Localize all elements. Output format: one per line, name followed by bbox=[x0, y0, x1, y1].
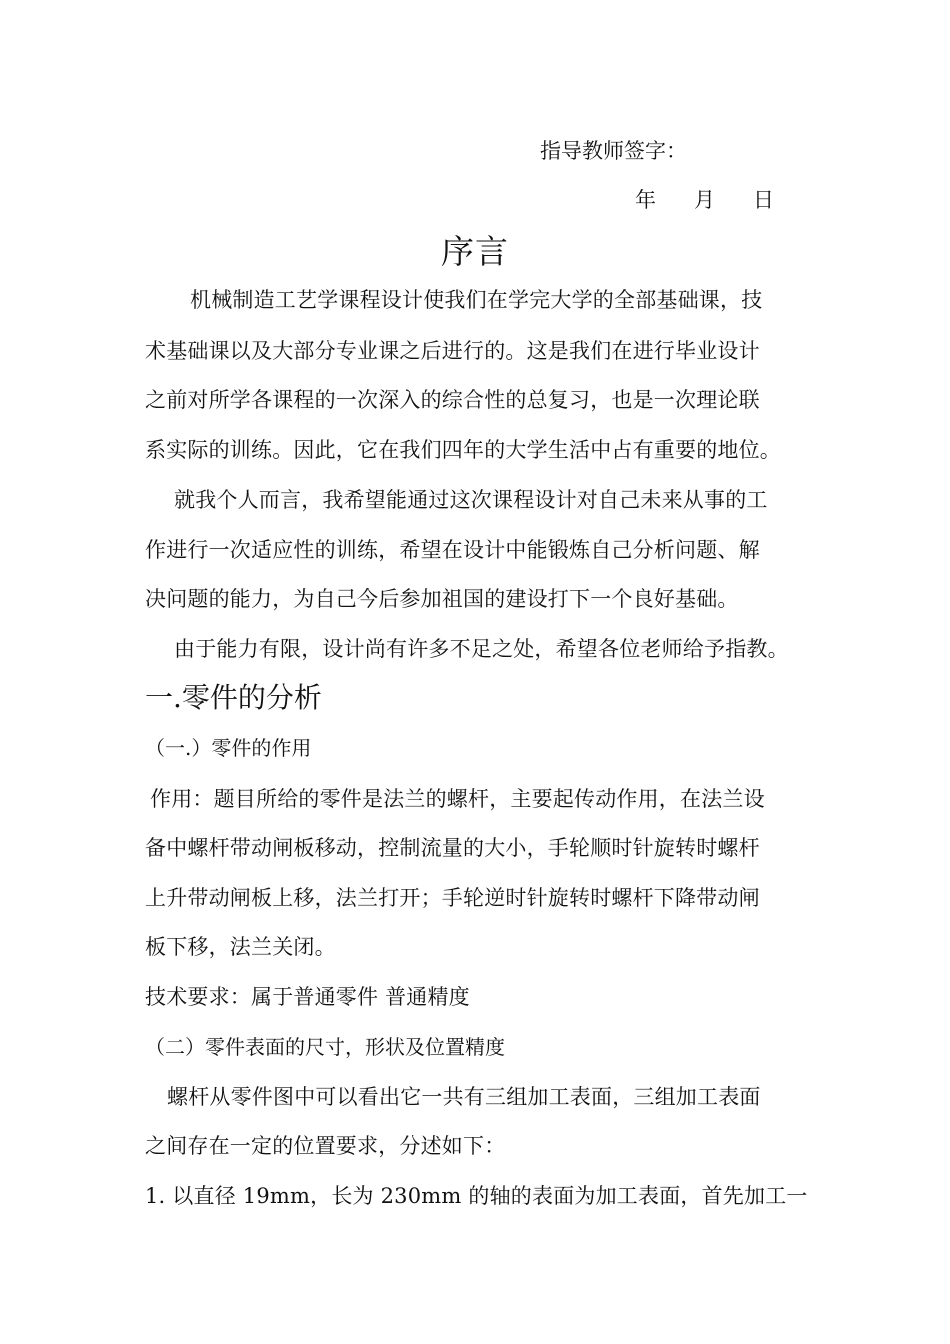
preface-line: 由于能力有限，设计尚有许多不足之处，希望各位老师给予指教。 bbox=[174, 637, 789, 661]
body-line: 螺杆从零件图中可以看出它一共有三组加工表面，三组加工表面 bbox=[167, 1085, 761, 1109]
date-month: 月 bbox=[694, 188, 715, 212]
date-year: 年 bbox=[635, 188, 656, 212]
date-day: 日 bbox=[753, 188, 774, 212]
body-line: 1. 以直径 19mm，长为 230mm 的轴的表面为加工表面，首先加工一 bbox=[145, 1184, 808, 1208]
section-heading: 一.零件的分析 bbox=[145, 681, 322, 714]
preface-line: 作进行一次适应性的训练，希望在设计中能锻炼自己分析问题、解 bbox=[145, 538, 760, 562]
preface-line: 之前对所学各课程的一次深入的综合性的总复习，也是一次理论联 bbox=[145, 388, 760, 412]
preface-line: 就我个人而言，我希望能通过这次课程设计对自己未来从事的工 bbox=[174, 488, 768, 512]
preface-title: 序言 bbox=[441, 232, 509, 271]
subsection-heading: （二）零件表面的尺寸，形状及位置精度 bbox=[145, 1035, 505, 1059]
preface-line: 机械制造工艺学课程设计使我们在学完大学的全部基础课，技 bbox=[190, 288, 763, 312]
preface-line: 术基础课以及大部分专业课之后进行的。这是我们在进行毕业设计 bbox=[145, 339, 760, 363]
body-line: 上升带动闸板上移，法兰打开；手轮逆时针旋转时螺杆下降带动闸 bbox=[145, 886, 760, 910]
body-line: 技术要求：属于普通零件 普通精度 bbox=[145, 985, 470, 1009]
body-line: 之间存在一定的位置要求，分述如下： bbox=[145, 1134, 506, 1158]
body-line: 备中螺杆带动闸板移动，控制流量的大小，手轮顺时针旋转时螺杆 bbox=[145, 836, 760, 860]
body-line: 作用：题目所给的零件是法兰的螺杆，主要起传动作用，在法兰设 bbox=[150, 787, 765, 811]
preface-line: 系实际的训练。因此，它在我们四年的大学生活中占有重要的地位。 bbox=[145, 438, 781, 462]
subsection-heading: （一.）零件的作用 bbox=[145, 736, 312, 760]
body-line: 板下移，法兰关闭。 bbox=[145, 935, 336, 959]
signature-date bbox=[635, 185, 774, 215]
advisor-signature-label: 指导教师签字： bbox=[540, 139, 687, 163]
preface-line: 决问题的能力，为自己今后参加祖国的建设打下一个良好基础。 bbox=[145, 587, 739, 611]
